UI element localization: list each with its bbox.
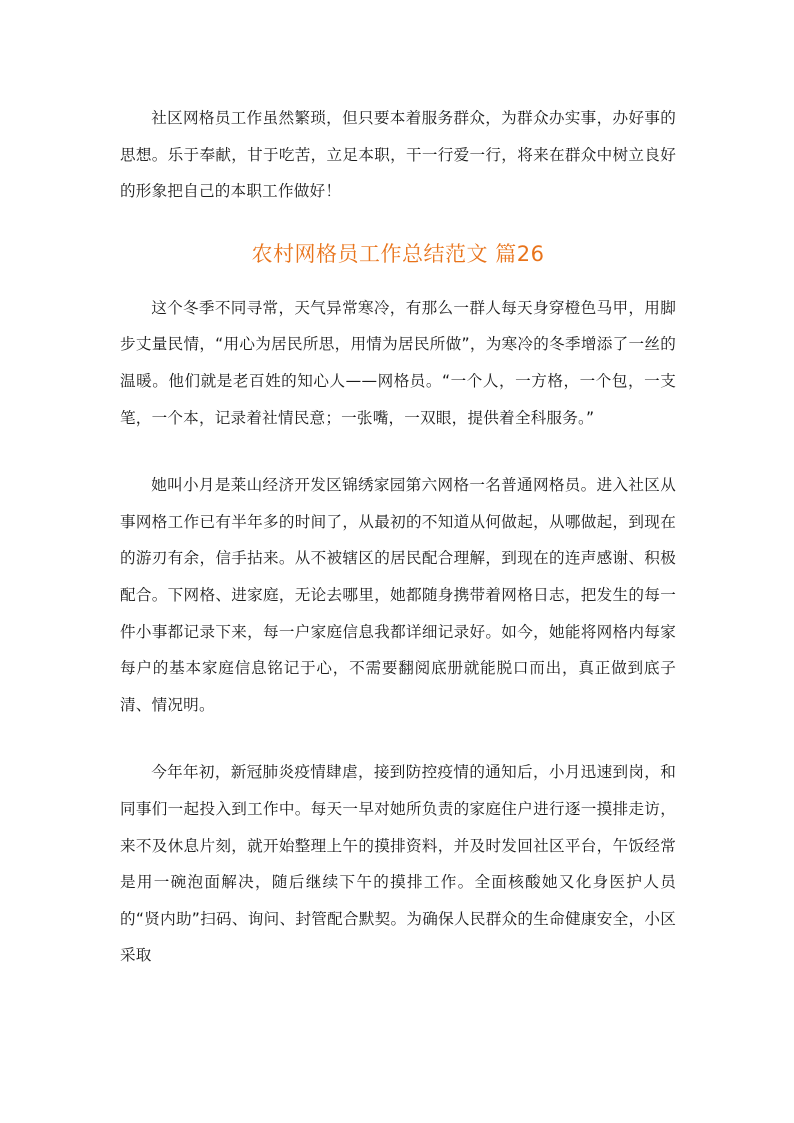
section-title: 农村网格员工作总结范文 篇26 xyxy=(251,241,545,266)
body-paragraph-3: 今年年初，新冠肺炎疫情肆虐，接到防控疫情的通知后，小月迅速到岗，和同事们一起投入到工作中。每天一早对她所负责的家庭住户进行逐一摸排走访，来不及休息片刻，就开始整理上午的摸排资料，并及时发回社区平台，午饭经常是用一碗泡面解决，随后继续下午的摸排工作。全面核酸她又化身医护人员的“贤内助”扫码、询问、封管配合默契。为确保人民群众的生命健康安全，小区采取 xyxy=(120,763,676,965)
body-paragraph-2: 她叫小月是莱山经济开发区锦绣家园第六网格一名普通网格员。进入社区从事网格工作已有半年多的时间了，从最初的不知道从何做起，从哪做起，到现在的游刃有余，信手拈来。从不被辖区的居民配合理解，到现在的连声感谢、积极配合。下网格、进家庭，无论去哪里，她都随身携带着网格日志，把发生的每一件小事都记录下来，每一户家庭信息我都详细记录好。如今，她能将网格内每家每户的基本家庭信息铭记于心，不需要翻阅底册就能脱口而出，真正做到底子清、情况明。 xyxy=(120,476,676,714)
paragraph-gap xyxy=(120,723,676,754)
paragraph-gap xyxy=(120,436,676,467)
document-page xyxy=(120,100,676,974)
body-paragraph-1: 这个冬季不同寻常，天气异常寒冷，有那么一群人每天身穿橙色马甲，用脚步丈量民情，“用心为居民所思，用情为居民所做”，为寒冷的冬季增添了一丝的温暖。他们就是老百姓的知心人——网格员。“一个人，一方格，一个包，一支笔，一个本，记录着社情民意；一张嘴，一双眼，提供着全科服务。” xyxy=(120,298,676,427)
intro-paragraph: 社区网格员工作虽然繁琐，但只要本着服务群众，为群众办实事，办好事的思想。乐于奉献，甘于吃苦，立足本职，干一行爱一行，将来在群众中树立良好的形象把自己的本职工作做好！ xyxy=(120,109,676,201)
